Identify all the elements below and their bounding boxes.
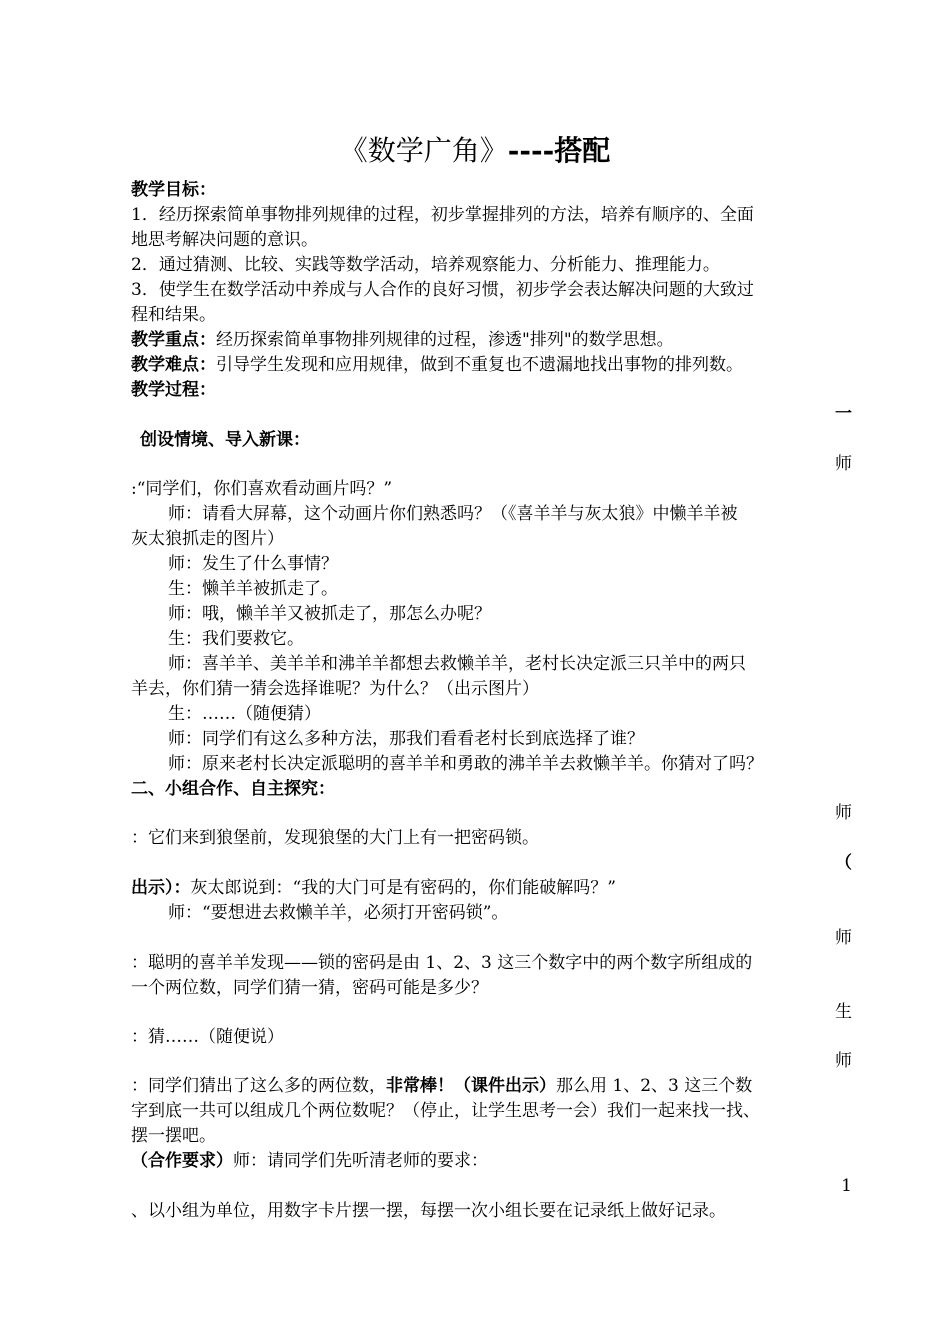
key-point-text: 经历探索简单事物排列规律的过程，渗透"排列"的数学思想。 bbox=[216, 330, 674, 350]
dialogue-11: ：它们来到狼堡前，发现狼堡的大门上有一把密码锁。 bbox=[131, 828, 539, 848]
goal-3-line-a: 3．使学生在数学活动中养成与人合作的良好习惯，初步学会表达解决问题的大致过 bbox=[131, 280, 754, 300]
dialogue-7a: 师：喜羊羊、美羊羊和沸羊羊都想去救懒羊羊，老村长决定派三只羊中的两只 bbox=[168, 654, 746, 674]
difficulty bbox=[131, 353, 831, 377]
dialogue-12 bbox=[131, 876, 831, 900]
goal-1-line-a: 1．经历探索简单事物排列规律的过程，初步掌握排列的方法，培养有顺序的、全面 bbox=[131, 205, 754, 225]
section-1-number: 一 bbox=[835, 404, 852, 424]
goal-3-line-b: 程和结果。 bbox=[131, 305, 216, 325]
cooperation-requirement bbox=[131, 1149, 831, 1173]
dialogue-15: ：猜……（随便说） bbox=[131, 1027, 284, 1047]
document-title bbox=[0, 133, 950, 169]
dialogue-2a: 师：请看大屏幕，这个动画片你们熟悉吗？（《喜羊羊与灰太狼》中懒羊羊被 bbox=[168, 504, 738, 524]
title-tail: 搭配 bbox=[554, 134, 611, 167]
dialogue-16-bold: 非常棒！（课件出示） bbox=[386, 1076, 556, 1096]
speaker-teacher-4: 师 bbox=[835, 1051, 852, 1071]
section-2-title: 二、小组合作、自主探究： bbox=[131, 779, 335, 799]
key-point bbox=[131, 328, 831, 352]
process-heading: 教学过程： bbox=[131, 380, 216, 400]
show-label: 出示）： bbox=[131, 878, 191, 898]
dialogue-8: 生：……（随便猜） bbox=[168, 704, 321, 724]
dialogue-9: 师：同学们有这么多种方法，那我们看看老村长到底选择了谁？ bbox=[168, 729, 644, 749]
dialogue-5: 师：哦，懒羊羊又被抓走了，那怎么办呢？ bbox=[168, 604, 491, 624]
dialogue-16d: 字到底一共可以组成几个两位数呢？（停止，让学生思考一会）我们一起来找一找、 bbox=[131, 1101, 760, 1121]
dialogue-16-a: ：同学们猜出了这么多的两位数， bbox=[131, 1076, 386, 1096]
dialogue-16 bbox=[131, 1074, 831, 1098]
dialogue-6: 生：我们要救它。 bbox=[168, 629, 304, 649]
dialogue-12-text: 灰太郎说到：“我的大门可是有密码的，你们能破解吗？” bbox=[190, 878, 616, 898]
paren-open: （ bbox=[835, 853, 852, 873]
key-point-heading: 教学重点： bbox=[131, 330, 216, 350]
speaker-student: 生 bbox=[835, 1002, 852, 1022]
speaker-teacher-1: 师 bbox=[835, 454, 852, 474]
cooperation-heading: （合作要求） bbox=[131, 1151, 233, 1171]
difficulty-heading: 教学难点： bbox=[131, 355, 216, 375]
section-1-title: 创设情境、导入新课： bbox=[140, 430, 310, 450]
list-number-1: 1 bbox=[841, 1176, 852, 1196]
dialogue-10: 师：原来老村长决定派聪明的喜羊羊和勇敢的沸羊羊去救懒羊羊。你猜对了吗？ bbox=[168, 754, 763, 774]
dialogue-16e: 摆一摆吧。 bbox=[131, 1126, 216, 1146]
dialogue-3: 师：发生了什么事情？ bbox=[168, 554, 338, 574]
dialogue-16-c: 那么用 1、2、3 这三个数 bbox=[556, 1076, 753, 1096]
title-dash: ---- bbox=[507, 134, 555, 167]
dialogue-4: 生：懒羊羊被抓走了。 bbox=[168, 579, 338, 599]
dialogue-2b: 灰太狼抓走的图片） bbox=[131, 529, 284, 549]
dialogue-13: 师：“要想进去救懒羊羊，必须打开密码锁”。 bbox=[168, 903, 509, 923]
title-main: 《数学广角》 bbox=[339, 134, 508, 167]
goal-heading: 教学目标： bbox=[131, 180, 216, 200]
dialogue-14a: ：聪明的喜羊羊发现——锁的密码是由 1、2、3 这三个数字中的两个数字所组成的 bbox=[131, 953, 753, 973]
dialogue-7b: 羊去，你们猜一猜会选择谁呢？为什么？（出示图片） bbox=[131, 679, 539, 699]
requirement-1: 、以小组为单位，用数字卡片摆一摆，每摆一次小组长要在记录纸上做好记录。 bbox=[131, 1201, 726, 1221]
goal-2: 2．通过猜测、比较、实践等数学活动，培养观察能力、分析能力、推理能力。 bbox=[131, 255, 720, 275]
difficulty-text: 引导学生发现和应用规律，做到不重复也不遗漏地找出事物的排列数。 bbox=[216, 355, 743, 375]
speaker-teacher-3: 师 bbox=[835, 928, 852, 948]
cooperation-text: 师：请同学们先听清老师的要求： bbox=[233, 1151, 488, 1171]
dialogue-14b: 一个两位数，同学们猜一猜，密码可能是多少？ bbox=[131, 978, 488, 998]
speaker-teacher-2: 师 bbox=[835, 803, 852, 823]
dialogue-1: :“同学们，你们喜欢看动画片吗？” bbox=[131, 479, 393, 499]
goal-1-line-b: 地思考解决问题的意识。 bbox=[131, 230, 318, 250]
